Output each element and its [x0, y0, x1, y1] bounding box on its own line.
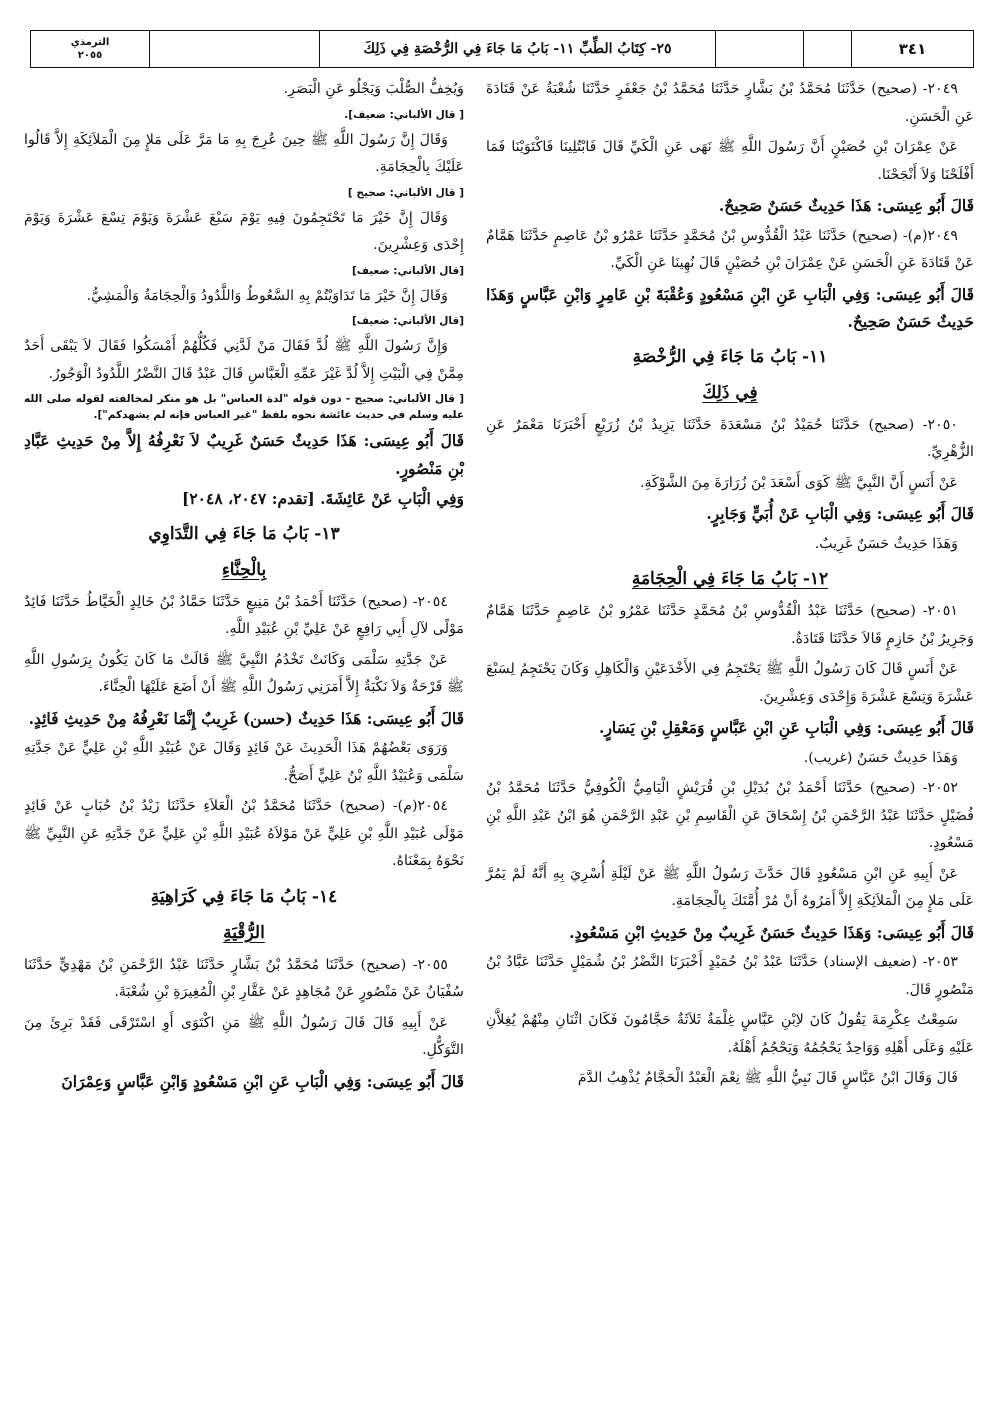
chapter-heading: ١٢- بَابُ مَا جَاءَ فِي الْحِجَامَةِ: [631, 569, 829, 589]
albani-grading: [قال الألباني: ضعيف]: [351, 264, 464, 277]
hadith-matn: وَقَالَ إِنَّ رَسُولَ اللَّهِ ﷺ حِينَ عُرِجَ بِهِ مَا مَرَّ عَلَى مَلإٍ مِنَ الْمَلاَئِكَةِ إِلاَّ قَالُوا عَلَيْكَ بِالْحِجَامَةِ.: [24, 131, 464, 175]
chapter-heading: ١٤- بَابُ مَا جَاءَ فِي كَرَاهِيَةِ: [150, 886, 338, 907]
hadith-matn: عَنْ أَبِيهِ عَنِ ابْنِ مَسْعُودٍ قَالَ حَدَّثَ رَسُولُ اللَّهِ ﷺ عَنْ لَيْلَةِ أُسْرِيَ بِهِ أَنَّهُ لَمْ يَمُرَّ عَلَى مَلإٍ مِنَ الْمَلاَئِكَةِ إِلاَّ أَمَرُوهُ أَنْ مُرْ أُمَّتَكَ بِالْحِجَامَةِ.: [486, 865, 974, 909]
tirmidhi-comment: قَالَ أَبُو عِيسَى: وَهَذَا حَدِيثٌ حَسَنٌ غَرِيبٌ مِنْ حَدِيثِ ابْنِ مَسْعُودٍ.: [569, 922, 974, 942]
tirmidhi-comment: قَالَ أَبُو عِيسَى: وَفِي الْبَابِ عَنِ ابْنِ عَبَّاسٍ وَمَعْقِلِ بْنِ يَسَارٍ.: [599, 718, 974, 737]
hadith-isnad: ٢٠٤٩(م)- (صحيح) حَدَّثَنَا عَبْدُ الْقُدُّوسِ بْنُ مُحَمَّدٍ حَدَّثَنَا عَمْرُو بْنُ عَاصِمٍ حَدَّثَنَا هَمَّامٌ عَنْ قَتَادَةَ عَنِ الْحَسَنِ عَنْ عِمْرَانَ بْنِ حُصَيْنٍ قَالَ نُهِينَا عَنِ الْكَيِّ.: [486, 227, 974, 271]
hadith-isnad: ٢٠٥٠- (صحيح) حَدَّثَنَا حُمَيْدُ بْنُ مَسْعَدَةَ حَدَّثَنَا يَزِيدُ بْنُ زُرَيْعٍ أَخْبَرَنَا مَعْمَرٌ عَنِ الزُّهْرِيِّ.: [486, 416, 974, 460]
tirmidhi-comment: قَالَ أَبُو عِيسَى: هَذَا حَدِيثٌ حَسَنٌ صَحِيحٌ.: [718, 196, 974, 215]
tirmidhi-comment: قَالَ أَبُو عِيسَى: هَذَا حَدِيثٌ حَسَنٌ غَرِيبٌ لاَ نَعْرِفُهُ إِلاَّ مِنْ حَدِيثِ عَبَّادِ بْنِ مَنْصُورٍ.: [24, 431, 464, 478]
hadith-matn: وَإِنَّ رَسُولَ اللَّهِ ﷺ لُدَّ فَقَالَ مَنْ لَدَّنِي فَكُلُّهُمْ أَمْسَكُوا فَقَالَ لاَ يَبْقَى أَحَدٌ مِمَّنْ فِي الْبَيْتِ إِلاَّ لُدَّ غَيْرَ عَمِّهِ الْعَبَّاسِ قَالَ عَبْدٌ قَالَ النَّضْرُ اللَّدُودُ الْوَجُورُ.: [24, 338, 464, 382]
book-name: الترمذي: [70, 37, 110, 48]
hadith-commentary: وَرَوَى بَعْضُهُمْ هَذَا الْحَدِيثَ عَنْ فَائِدٍ وَقَالَ عَنْ عُبَيْدِ اللَّهِ بْنِ عَلِيٍّ عَنْ جَدَّتِهِ سَلْمَى وَعُبَيْدُ اللَّهِ بْنُ عَلِيٍّ أَصَحُّ.: [24, 740, 464, 784]
hadith-matn: عَنْ أَبِيهِ قَالَ قَالَ رَسُولُ اللَّهِ ﷺ مَنِ اكْتَوَى أَوِ اسْتَرْقَى فَقَدْ بَرِئَ مِنَ التَّوَكُّلِ.: [24, 1014, 464, 1058]
tirmidhi-comment: قَالَ أَبُو عِيسَى: وَفِي الْبَابِ عَنْ أُبَيٍّ وَجَابِرٍ.: [706, 504, 974, 523]
chapter-heading-cont: الرُّقْيَةِ: [223, 922, 265, 943]
hadith-matn-cont: وَيُخِفُّ الصُّلْبَ وَيَجْلُو عَنِ الْبَصَرِ.: [283, 81, 464, 97]
header-blank-cell: [803, 31, 851, 67]
book-reference: [31, 31, 149, 67]
hadith-matn: عَنْ أَنَسٍ قَالَ كَانَ رَسُولُ اللَّهِ ﷺ يَحْتَجِمُ فِي الأَخْدَعَيْنِ وَالْكَاهِلِ وَكَانَ يَحْتَجِمُ لِسَبْعَ عَشْرَةَ وَتِسْعَ عَشْرَةَ وَإِحْدَى وَعِشْرِينَ.: [486, 661, 974, 705]
hadith-range: ٢٠٥٥: [77, 50, 103, 61]
hadith-matn: قَالَ وَقَالَ ابْنُ عَبَّاسٍ قَالَ نَبِيُّ اللَّهِ ﷺ نِعْمَ الْعَبْدُ الْحَجَّامُ يُذْهِبُ الدَّمَ: [577, 1070, 958, 1086]
page-number: ٣٤١: [851, 31, 973, 67]
hadith-isnad: ٢٠٤٩- (صحيح) حَدَّثَنَا مُحَمَّدُ بْنُ بَشَّارٍ حَدَّثَنَا مُحَمَّدُ بْنُ جَعْفَرٍ حَدَّثَنَا شُعْبَةُ عَنْ قَتَادَةَ عَنِ الْحَسَنِ.: [486, 81, 974, 125]
header-blank-cell: [715, 31, 803, 67]
chapter-heading: ١٣- بَابُ مَا جَاءَ فِي التَّدَاوِي: [148, 523, 340, 544]
albani-grading: [ قال الألباني: ضعيف].: [344, 108, 464, 121]
grading-text: وَهَذَا حَدِيثٌ حَسَنٌ غَرِيبٌ.: [814, 535, 958, 552]
hadith-matn: وَقَالَ إِنَّ خَيْرَ مَا تَحْتَجِمُونَ فِيهِ يَوْمَ سَبْعَ عَشْرَةَ وَيَوْمَ تِسْعَ عَشْرَةَ وَيَوْمَ إِحْدَى وَعِشْرِينَ.: [24, 209, 464, 253]
hadith-isnad: ٢٠٥٣- (ضعيف الإسناد) حَدَّثَنَا عَبْدُ بْنُ حُمَيْدٍ أَخْبَرَنَا النَّضْرُ بْنُ شُمَيْلٍ حَدَّثَنَا عَبَّادُ بْنُ مَنْصُورٍ قَالَ.: [486, 954, 974, 998]
header-blank-cell: [149, 31, 319, 67]
hadith-matn: عَنْ جَدَّتِهِ سَلْمَى وَكَانَتْ تَخْدُمُ النَّبِيَّ ﷺ قَالَتْ مَا كَانَ يَكُونُ بِرَسُولِ اللَّهِ ﷺ قَرْحَةٌ وَلاَ نَكْبَةٌ إِلاَّ أَمَرَنِي رَسُولُ اللَّهِ ﷺ أَنْ أَضَعَ عَلَيْهَا الْحِنَّاءَ.: [24, 651, 464, 695]
grading-text: وَهَذَا حَدِيثٌ حَسَنٌ (غريب).: [803, 749, 958, 766]
chapter-heading: ١١- بَابُ مَا جَاءَ فِي الرُّخْصَةِ: [632, 346, 828, 367]
hadith-matn: سَمِعْتُ عِكْرِمَةَ يَقُولُ كَانَ لاِبْنِ عَبَّاسٍ غِلْمَةٌ ثَلاَثَةٌ حَجَّامُونَ فَكَانَ اثْنَانِ مِنْهُمْ يُغِلاَّنِ عَلَيْهِ وَعَلَى أَهْلِهِ وَوَاحِدٌ يَحْجُمُهُ وَيَحْجُمُ أَهْلَهُ.: [486, 1012, 974, 1056]
tirmidhi-comment: قَالَ أَبُو عِيسَى: وَفِي الْبَابِ عَنِ ابْنِ مَسْعُودٍ وَابْنِ عَبَّاسٍ وَعِمْرَانَ: [61, 1071, 464, 1091]
tirmidhi-comment: قَالَ أَبُو عِيسَى: هَذَا حَدِيثٌ (حسن) غَرِيبٌ إِنَّمَا نَعْرِفُهُ مِنْ حَدِيثِ فَائِدٍ.: [28, 708, 464, 728]
hadith-isnad: ٢٠٥٤- (صحيح) حَدَّثَنَا أَحْمَدُ بْنُ مَنِيعٍ حَدَّثَنَا حَمَّادُ بْنُ خَالِدٍ الْخَيَّاطُ حَدَّثَنَا فَائِدٌ مَوْلًى لآلِ أَبِي رَافِعٍ عَنْ عَلِيِّ بْنِ عُبَيْدِ اللَّهِ.: [24, 593, 464, 637]
tirmidhi-comment: قَالَ أَبُو عِيسَى: وَفِي الْبَابِ عَنِ ابْنِ مَسْعُودٍ وَعُقْبَةَ بْنِ عَامِرٍ وَابْنِ عَبَّاسٍ وَهَذَا حَدِيثٌ حَسَنٌ صَحِيحٌ.: [486, 284, 974, 331]
hadith-isnad: ٢٠٥٥- (صحيح) حَدَّثَنَا مُحَمَّدُ بْنُ بَشَّارٍ حَدَّثَنَا عَبْدُ الرَّحْمَنِ بْنُ مَهْدِيٍّ حَدَّثَنَا سُفْيَانُ عَنْ مَنْصُورٍ عَنْ مُجَاهِدٍ عَنْ عَقَّارِ بْنِ الْمُغِيرَةِ بْنِ شُعْبَةَ.: [24, 956, 464, 1000]
chapter-heading-cont: فِي ذَلِكَ: [702, 382, 758, 403]
chapter-heading-cont: بِالْحِنَّاءِ: [221, 559, 267, 580]
running-title: ٢٥- كِتَابُ الطِّبِّ ١١- بَابُ مَا جَاءَ فِي الرُّخْصَةِ فِي ذَلِكَ: [319, 31, 715, 67]
right-column: [486, 76, 974, 1096]
albani-grading: [قال الألباني: ضعيف]: [351, 315, 464, 327]
albani-grading: [ قال الألباني: صحيح ]: [347, 186, 464, 199]
hadith-isnad: ٢٠٥٤(م)- (صحيح) حَدَّثَنَا مُحَمَّدُ بْنُ الْعَلاَءِ حَدَّثَنَا زَيْدُ بْنُ حُبَابٍ عَنْ فَائِدٍ مَوْلَى عُبَيْدِ اللَّهِ بْنِ عَلِيٍّ عَنْ مَوْلاَهُ عُبَيْدِ اللَّهِ بْنِ عَلِيٍّ عَنْ جَدَّتِهِ عَنِ النَّبِيِّ ﷺ نَحْوَهُ بِمَعْنَاهُ.: [24, 798, 464, 869]
hadith-isnad: ٢٠٥١- (صحيح) حَدَّثَنَا عَبْدُ الْقُدُّوسِ بْنُ مُحَمَّدٍ حَدَّثَنَا عَمْرُو بْنُ عَاصِمٍ حَدَّثَنَا هَمَّامٌ وَجَرِيرُ بْنُ حَازِمٍ قَالاَ حَدَّثَنَا قَتَادَةُ.: [486, 603, 974, 647]
hadith-matn: عَنْ عِمْرَانَ بْنِ حُصَيْنٍ أَنَّ رَسُولَ اللَّهِ ﷺ نَهَى عَنِ الْكَيِّ قَالَ فَابْتُلِينَا فَاكْتَوَيْنَا فَمَا أَفْلَحْنَا وَلاَ أَنْجَحْنَا.: [486, 139, 974, 183]
hadith-isnad: ٢٠٥٢- (صحيح) حَدَّثَنَا أَحْمَدُ بْنُ بُدَيْلِ بْنِ قُرَيْشٍ الْيَامِيُّ الْكُوفِيُّ حَدَّثَنَا مُحَمَّدُ بْنُ فُضَيْلٍ حَدَّثَنَا عَبْدُ الرَّحْمَنِ بْنُ إِسْحَاقَ عَنِ الْقَاسِمِ بْنِ عَبْدِ الرَّحْمَنِ هُوَ ابْنُ عَبْدِ اللَّهِ بْنِ مَسْعُودٍ.: [486, 780, 974, 851]
albani-grading: [ قال الألباني: صحيح - دون قوله "لدة العباس" بل هو منكر لمخالفته لقوله صلى الله عليه وسلم في حديث عائشة نحوه بلفظ "غير العباس فإنه لم يشهدكم"].: [24, 393, 464, 421]
tirmidhi-comment: وَفِي الْبَابِ عَنْ عَائِشَةَ. [تقدم: ٢٠٤٧، ٢٠٤٨]: [182, 489, 464, 508]
hadith-matn: وَقَالَ إِنَّ خَيْرَ مَا تَدَاوَيْتُمْ بِهِ السَّعُوطُ وَاللَّدُودُ وَالْحِجَامَةُ وَالْمَشِيُّ.: [86, 287, 448, 304]
page-header: [30, 30, 974, 68]
hadith-matn: عَنْ أَنَسٍ أَنَّ النَّبِيَّ ﷺ كَوَى أَسْعَدَ بْنَ زُرَارَةَ مِنَ الشَّوْكَةِ.: [640, 474, 958, 491]
left-column: [24, 76, 464, 1098]
